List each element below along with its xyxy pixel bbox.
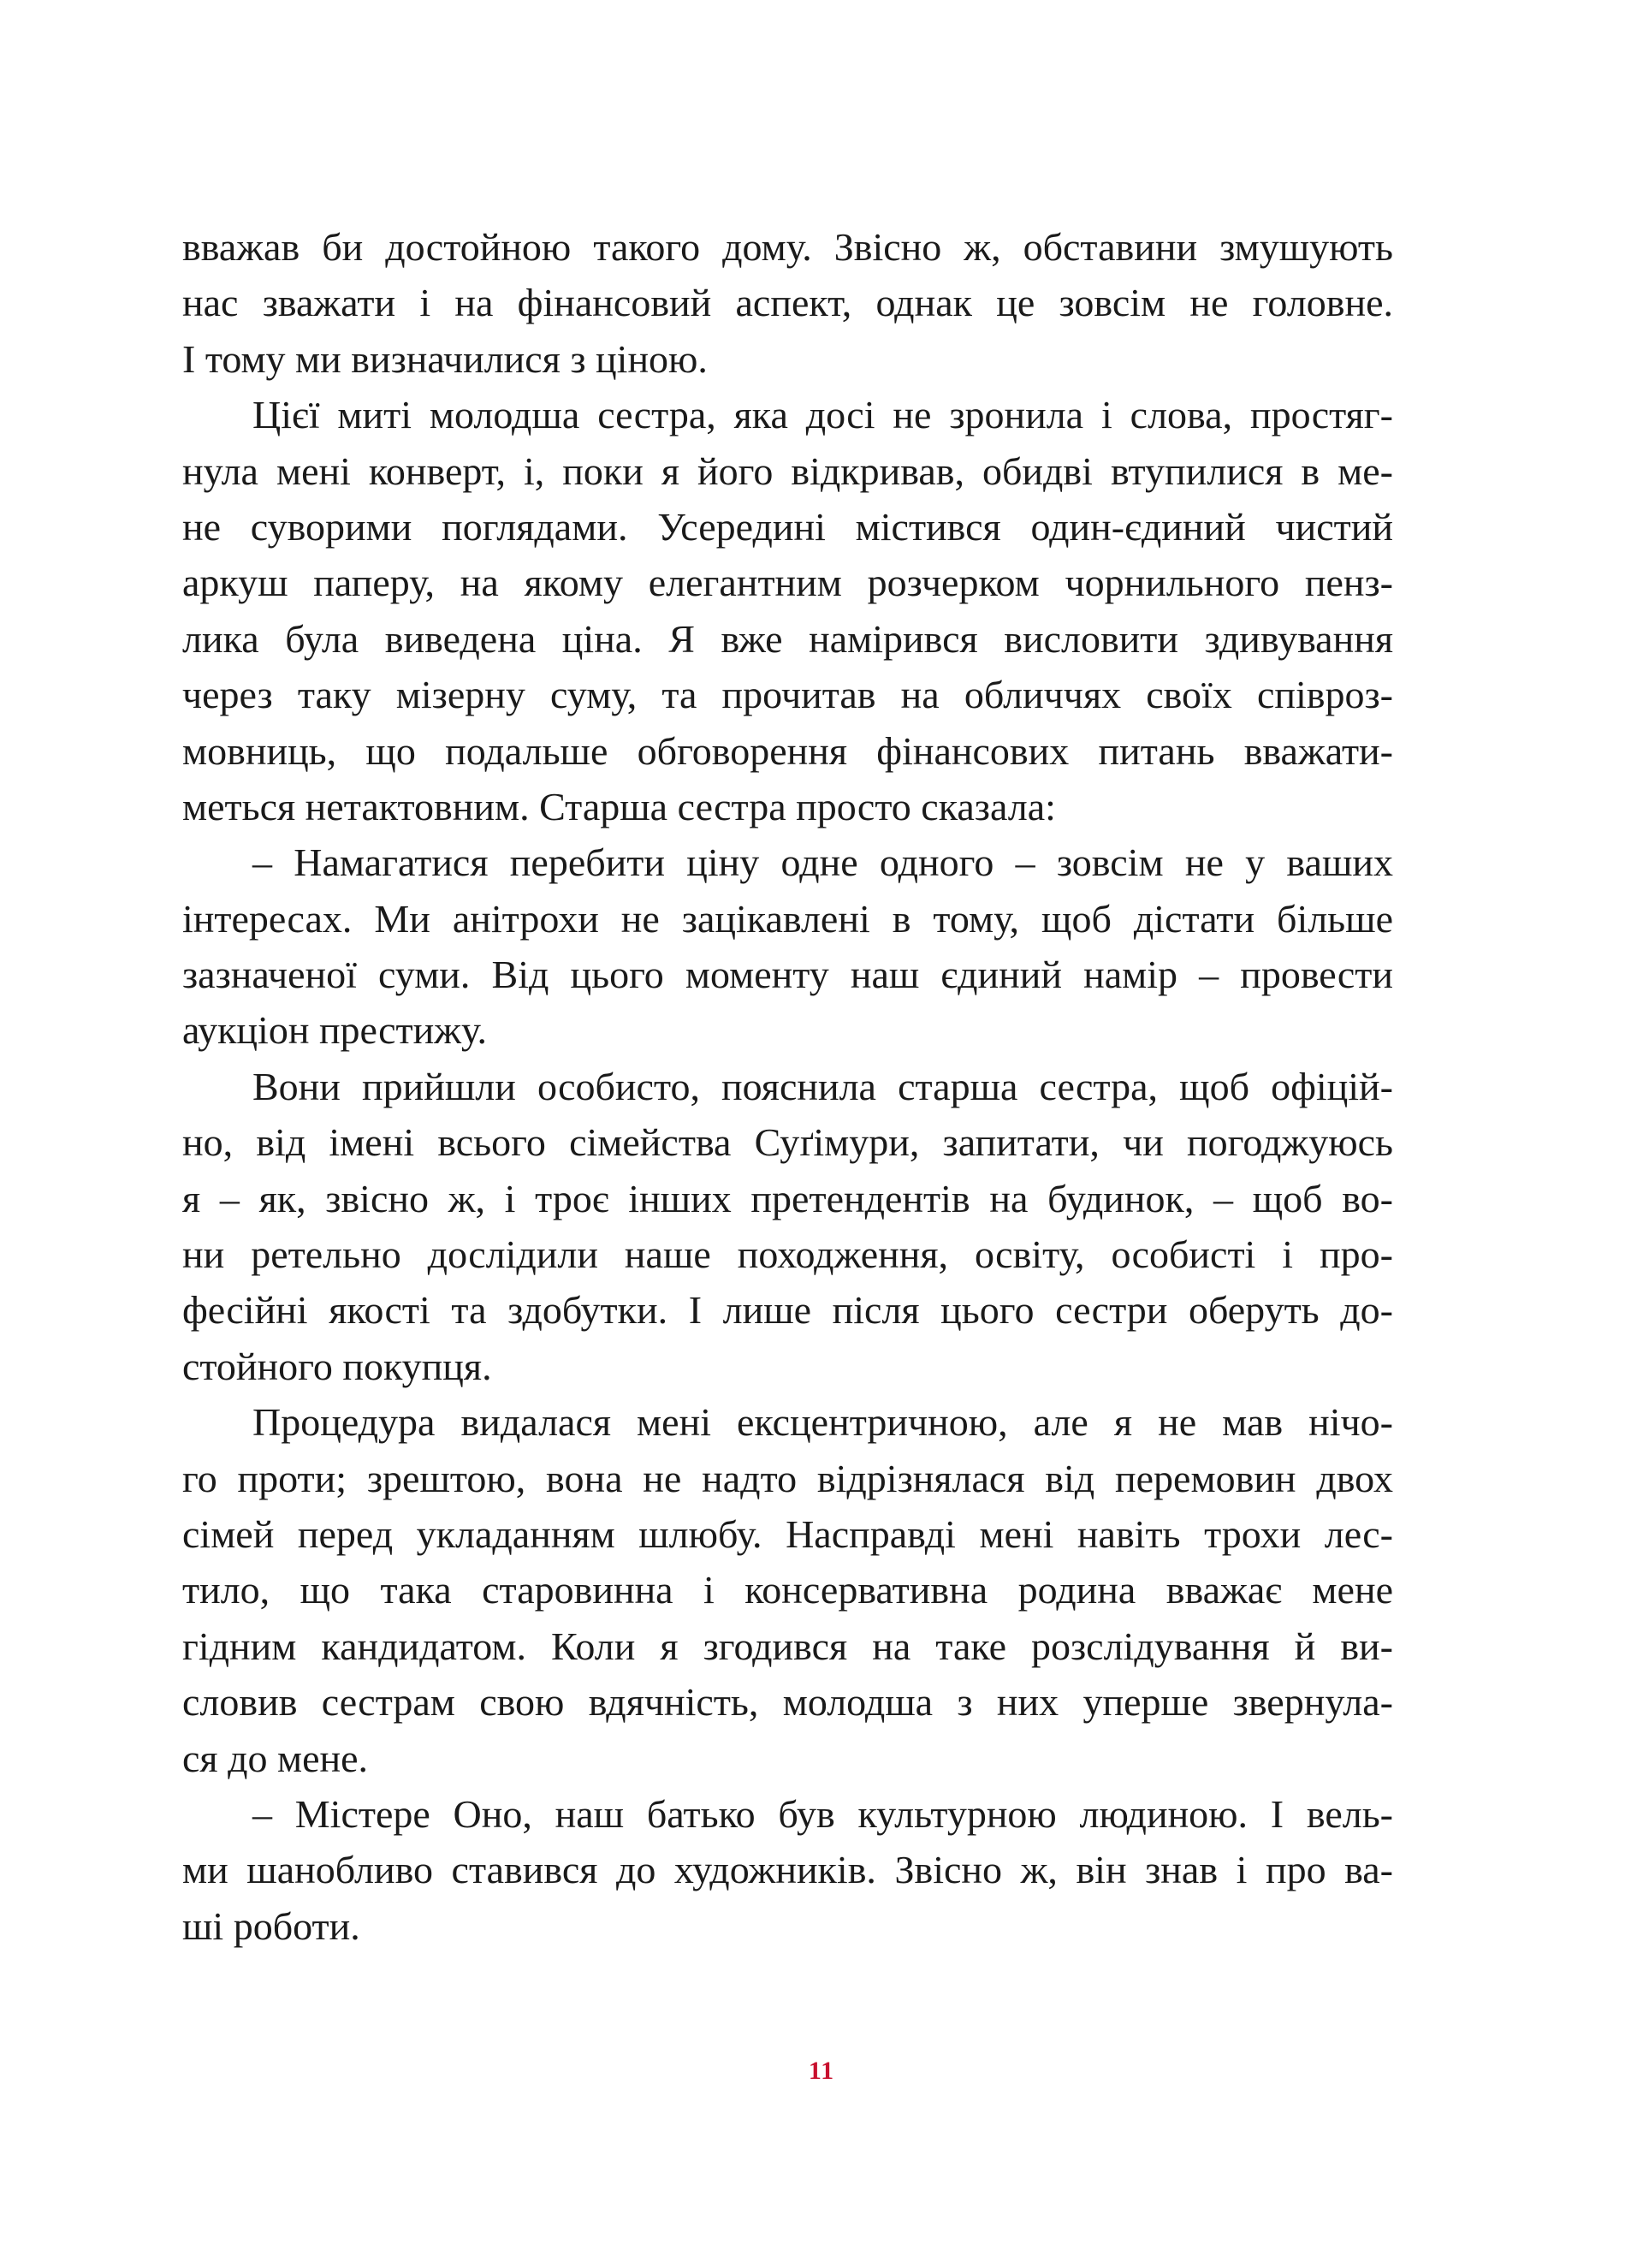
paragraph-dialogue — [182, 834, 1393, 1059]
text-line: стойного покупця. — [182, 1344, 492, 1388]
text-line: тило, що така старовинна і консервативна родина вважає мене — [182, 1568, 1393, 1612]
text-line: но, від імені всього сімейства Суґімури, запитати, чи погоджуюсь — [182, 1120, 1393, 1165]
text-line: меться нетактовним. Старша сестра просто сказала: — [182, 784, 1056, 828]
text-line: мовниць, що подальше обговорення фінансових питань вважати- — [182, 728, 1393, 773]
text-line: аукціон престижу. — [182, 1008, 487, 1053]
page-number: 11 — [808, 2057, 835, 2085]
paragraph — [182, 387, 1393, 834]
text-line: гідним кандидатом. Коли я згодився на таке розслідування й ви- — [182, 1624, 1393, 1668]
text-line: го проти; зрештою, вона не надто відрізнялася від перемовин двох — [182, 1456, 1393, 1500]
text-line: сімей перед укладанням шлюбу. Насправді мені навіть трохи лес- — [182, 1511, 1393, 1556]
text-line: лика була виведена ціна. Я вже намірився висловити здивування — [182, 616, 1393, 661]
text-line: – Намагатися перебити ціну одне одного – зовсім не у ваших — [252, 840, 1393, 885]
paragraph-dialogue — [182, 1786, 1393, 1954]
text-line: я – як, звісно ж, і троє інших претендентів на будинок, – щоб во- — [182, 1176, 1393, 1220]
body-text — [182, 219, 1393, 1954]
text-line: І тому ми визначилися з ціною. — [182, 336, 708, 381]
text-line: ся до мене. — [182, 1736, 369, 1780]
text-line: Процедура видалася мені ексцентричною, але я не мав нічо- — [252, 1400, 1393, 1445]
text-line: Вони прийшли особисто, пояснила старша сестра, щоб офіцій- — [252, 1064, 1393, 1108]
paragraph — [182, 1059, 1393, 1394]
text-line: ни ретельно дослідили наше походження, освіту, особисті і про- — [182, 1232, 1393, 1277]
text-line: нула мені конверт, і, поки я його відкривав, обидві втупилися в ме- — [182, 448, 1393, 493]
text-line: не суворими поглядами. Усередині містився один-єдиний чистий — [182, 504, 1393, 549]
paragraph — [182, 219, 1393, 387]
paragraph — [182, 1394, 1393, 1786]
text-line: ми шанобливо ставився до художників. Звісно ж, він знав і про ва- — [182, 1848, 1393, 1892]
text-line: словив сестрам свою вдячність, молодша з них уперше звернула- — [182, 1680, 1393, 1725]
text-line: – Містере Оно, наш батько був культурною людиною. І вель- — [252, 1791, 1393, 1836]
text-line: зазначеної суми. Від цього моменту наш єдиний намір – провести — [182, 953, 1393, 997]
text-line: ші роботи. — [182, 1903, 360, 1948]
text-line: вважав би достойною такого дому. Звісно ж, обставини змушують — [182, 225, 1393, 269]
text-line: інтересах. Ми анітрохи не зацікавлені в тому, щоб дістати більше — [182, 896, 1393, 941]
text-line: аркуш паперу, на якому елегантним розчерком чорнильного пенз- — [182, 561, 1393, 605]
text-line: через таку мізерну суму, та прочитав на обличчях своїх співроз- — [182, 673, 1393, 717]
text-line: нас зважати і на фінансовий аспект, однак це зовсім не головне. — [182, 281, 1393, 325]
text-line: фесійні якості та здобутки. І лише після цього сестри оберуть до- — [182, 1288, 1393, 1333]
text-line: Цієї миті молодша сестра, яка досі не зронила і слова, простяг- — [252, 393, 1393, 437]
